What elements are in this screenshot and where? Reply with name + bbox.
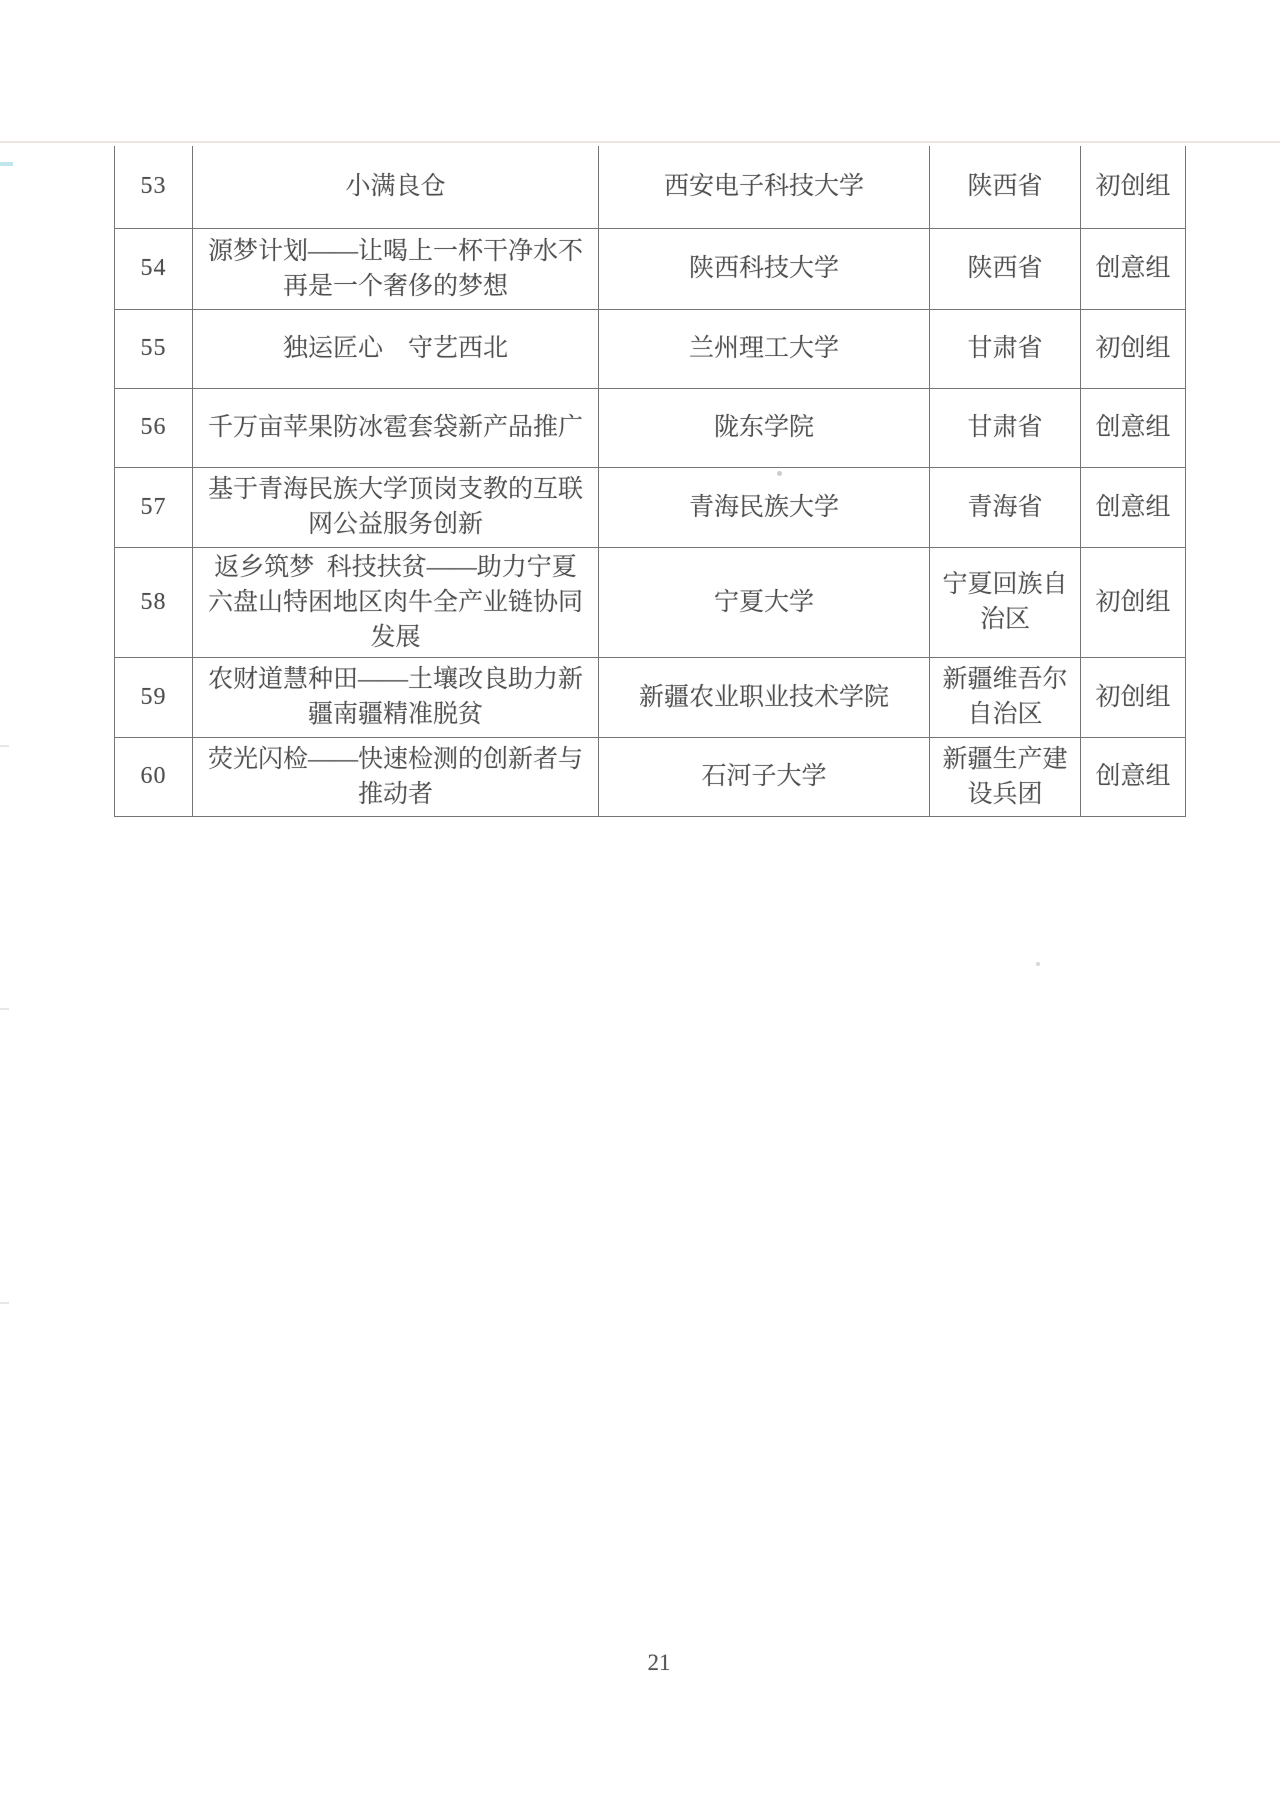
group-cell: 创意组: [1081, 228, 1186, 309]
region-cell: 新疆维吾尔自治区: [930, 657, 1081, 737]
row-number-cell: 56: [115, 388, 193, 467]
page-number: 21: [647, 1650, 671, 1675]
project-name-cell: 小满良仓: [193, 146, 599, 228]
row-number-cell: 53: [115, 146, 193, 228]
row-number-cell: 59: [115, 657, 193, 737]
scan-artifact-dash: [0, 1008, 9, 1010]
scan-speck: [1036, 962, 1040, 966]
project-name-cell: 千万亩苹果防冰雹套袋新产品推广: [193, 388, 599, 467]
school-cell: 青海民族大学: [599, 467, 930, 547]
row-number-cell: 55: [115, 309, 193, 388]
school-cell: 陕西科技大学: [599, 228, 930, 309]
school-cell: 西安电子科技大学: [599, 146, 930, 228]
project-name-cell: 农财道慧种田——土壤改良助力新疆南疆精准脱贫: [193, 657, 599, 737]
group-cell: 创意组: [1081, 467, 1186, 547]
table-row: [115, 309, 1186, 388]
table-row: [115, 388, 1186, 467]
scan-artifact-dash: [0, 745, 9, 747]
project-name-cell: 荧光闪检——快速检测的创新者与推动者: [193, 737, 599, 816]
region-cell: 陕西省: [930, 146, 1081, 228]
row-number-cell: 60: [115, 737, 193, 816]
group-cell: 初创组: [1081, 146, 1186, 228]
group-cell: 初创组: [1081, 309, 1186, 388]
school-cell: 新疆农业职业技术学院: [599, 657, 930, 737]
project-name-cell: 基于青海民族大学顶岗支教的互联网公益服务创新: [193, 467, 599, 547]
row-number-cell: 57: [115, 467, 193, 547]
group-cell: 创意组: [1081, 388, 1186, 467]
region-cell: 甘肃省: [930, 388, 1081, 467]
scan-artifact-dash: [0, 1302, 9, 1304]
region-cell: 陕西省: [930, 228, 1081, 309]
scan-cyan-dash: [0, 162, 13, 166]
school-cell: 宁夏大学: [599, 547, 930, 657]
region-cell: 甘肃省: [930, 309, 1081, 388]
project-list-table: [114, 146, 1186, 817]
school-cell: 陇东学院: [599, 388, 930, 467]
row-number-cell: 54: [115, 228, 193, 309]
school-cell: 兰州理工大学: [599, 309, 930, 388]
table-row: [115, 228, 1186, 309]
region-cell: 宁夏回族自治区: [930, 547, 1081, 657]
project-name-cell: 源梦计划——让喝上一杯干净水不再是一个奢侈的梦想: [193, 228, 599, 309]
group-cell: 创意组: [1081, 737, 1186, 816]
group-cell: 初创组: [1081, 657, 1186, 737]
project-name-cell: 返乡筑梦 科技扶贫——助力宁夏六盘山特困地区肉牛全产业链协同发展: [193, 547, 599, 657]
table-row: [115, 467, 1186, 547]
region-cell: 青海省: [930, 467, 1081, 547]
table-row: [115, 737, 1186, 816]
row-number-cell: 58: [115, 547, 193, 657]
region-cell: 新疆生产建设兵团: [930, 737, 1081, 816]
group-cell: 初创组: [1081, 547, 1186, 657]
table-row: [115, 657, 1186, 737]
scan-band-line: [0, 141, 1280, 143]
table-row: [115, 146, 1186, 228]
school-cell: 石河子大学: [599, 737, 930, 816]
table-row: [115, 547, 1186, 657]
project-name-cell: 独运匠心 守艺西北: [193, 309, 599, 388]
